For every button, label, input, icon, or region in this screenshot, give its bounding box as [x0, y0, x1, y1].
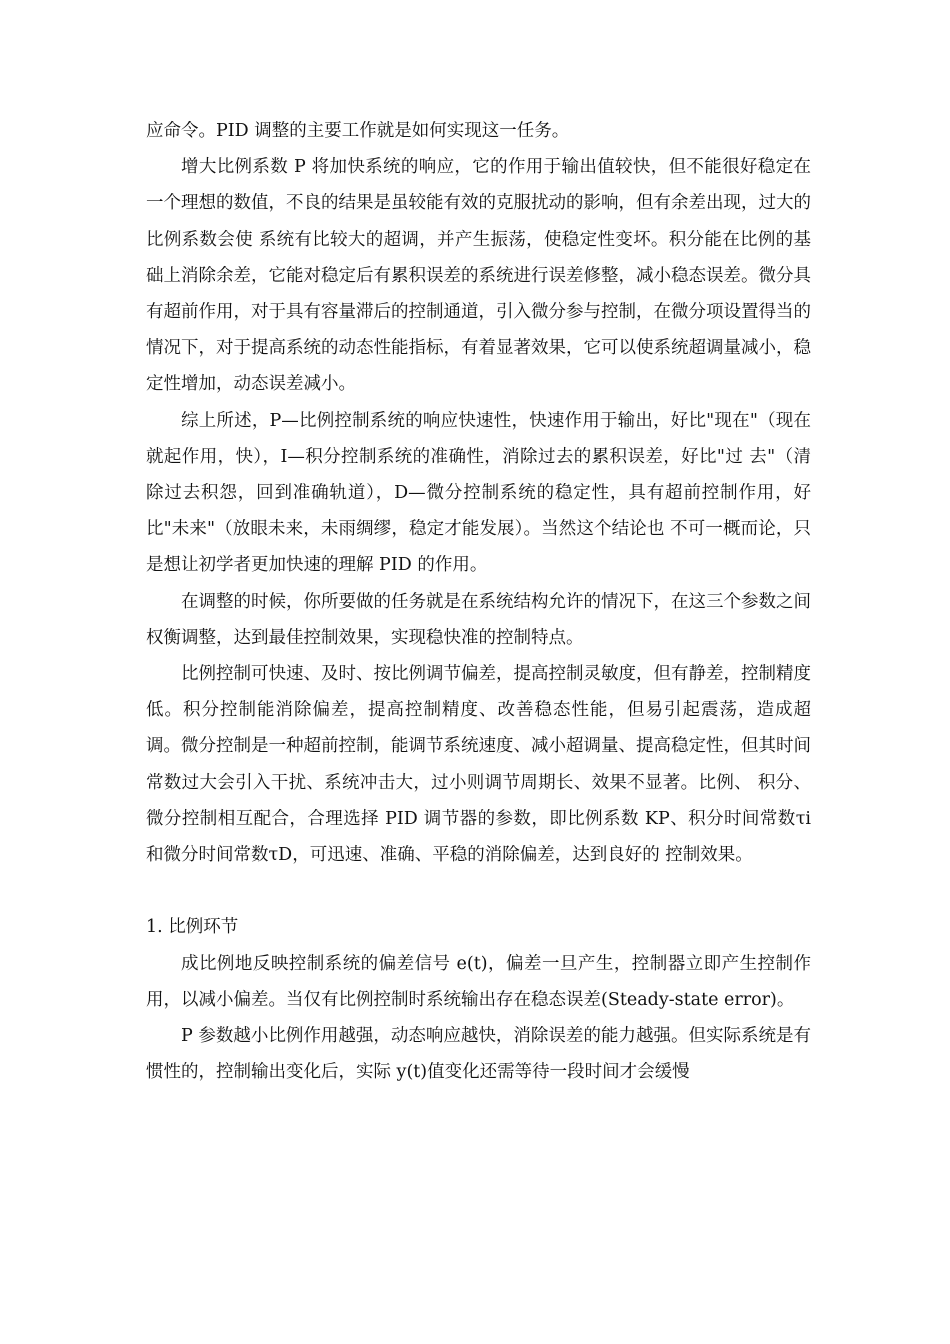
paragraph-p-parameter: P 参数越小比例作用越强，动态响应越快，消除误差的能力越强。但实际系统是有惯性的，控制输出变化后，实际 y(t)值变化还需等待一段时间才会缓慢 [146, 1026, 811, 1083]
paragraph-tuning: 在调整的时候，你所要做的任务就是在系统结构允许的情况下，在这三个参数之间权衡调整，达到最佳控制效果，实现稳快准的控制特点。 [146, 591, 811, 648]
paragraph-pid-comparison: 比例控制可快速、及时、按比例调节偏差，提高控制灵敏度，但有静差，控制精度低。积分控制能消除偏差，提高控制精度、改善稳态性能，但易引起震荡，造成超 调。微分控制是一种超前控制，能调节系统速度、减小超调量、提高稳定性，但其时间常数过大会引入干扰、系统冲击大，过小则调节周期长、效果不显著。比例、 积分、微分控制相互配合，合理选择 PID 调节器的参数，即比例系数 KP、积分时间常数τi 和微分时间常数τD，可迅速、准确、平稳的消除偏差，达到良好的 控制效果。 [146, 664, 811, 866]
paragraph-proportional-link: 成比例地反映控制系统的偏差信号 e(t)，偏差一旦产生，控制器立即产生控制作用，以减小偏差。当仅有比例控制时系统输出存在稳态误差(Steady-state error)。 [146, 953, 811, 1010]
document-body [146, 113, 811, 1090]
paragraph-continuation: 应命令。PID 调整的主要工作就是如何实现这一任务。 [146, 121, 570, 141]
section-spacer [146, 873, 811, 909]
section-heading: 1. 比例环节 [146, 917, 239, 938]
paragraph-proportional-effect: 增大比例系数 P 将加快系统的响应，它的作用于输出值较快，但不能很好稳定在一个理想的数值，不良的结果是虽较能有效的克服扰动的影响，但有余差出现，过大的比例系数会使 系统有比较大的超调，并产生振荡，使稳定性变坏。积分能在比例的基础上消除余差，它能对稳定后有累积误差的系统进行误差修整，减小稳态误差。微分具有超前作用，对于具有容量滞后的控制通道，引入微分参与控制，在微分项设置得当的情况下，对于提高系统的动态性能指标，有着显著效果，它可以使系统超调量减小，稳定性增加，动态误差减小。 [146, 157, 811, 395]
paragraph-summary: 综上所述，P—比例控制系统的响应快速性，快速作用于输出，好比"现在"（现在就起作用，快），I—积分控制系统的准确性，消除过去的累积误差，好比"过 去"（清除过去积怨，回到准确轨道），D—微分控制系统的稳定性，具有超前控制作用，好比"未来"（放眼未来，未雨绸缪，稳定才能发展）。当然这个结论也 不可一概而论，只是想让初学者更加快速的理解 PID 的作用。 [146, 410, 811, 576]
